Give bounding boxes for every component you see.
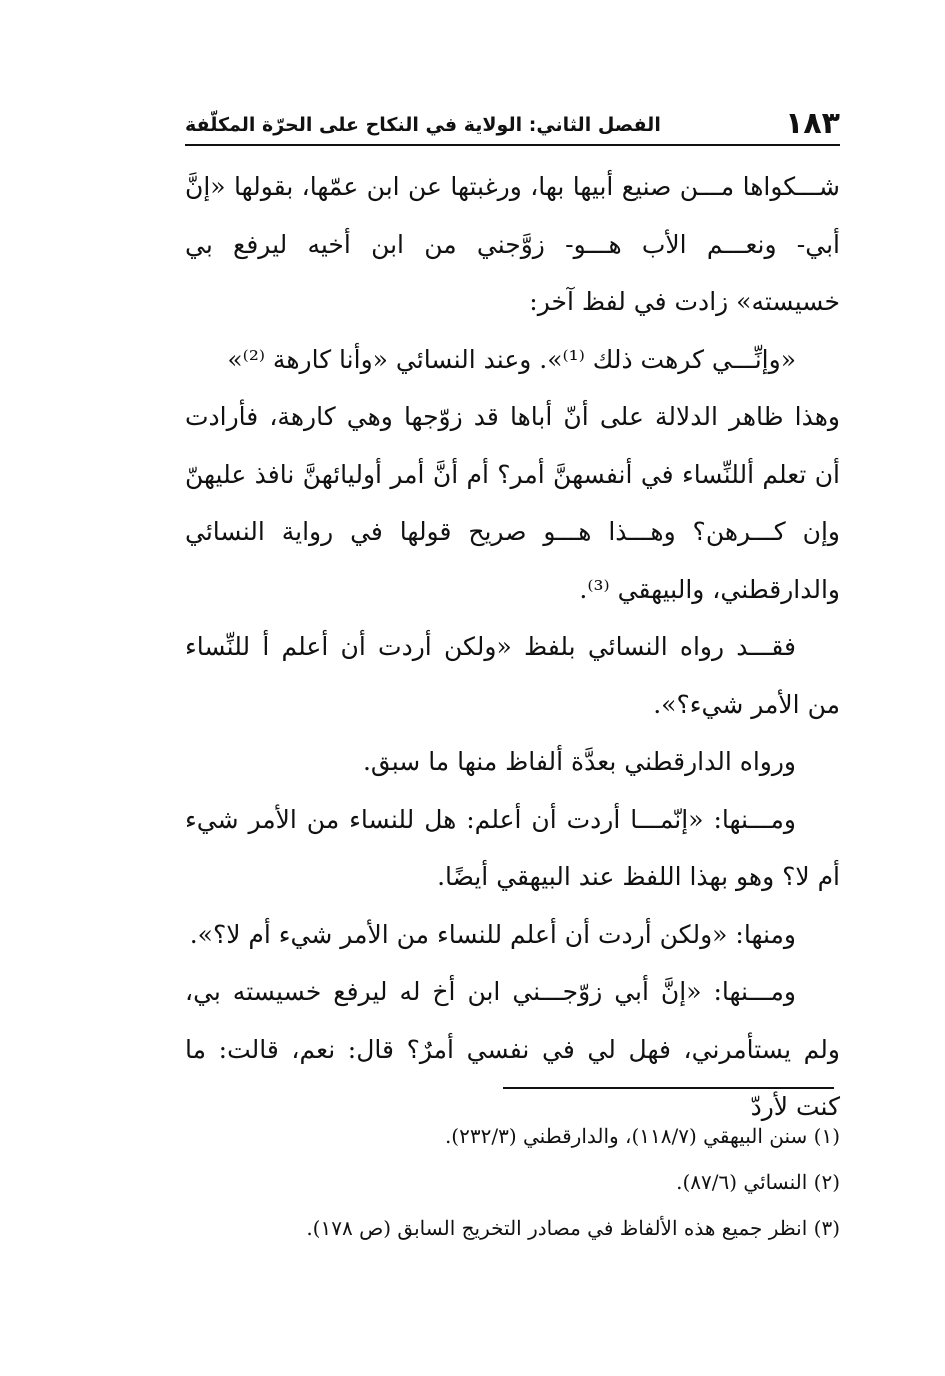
main-text [185,158,840,1136]
page-header [185,104,840,146]
footnote: (٣) انظر جميع هذه الألفاظ في مصادر التخريج السابق (ص ١٧٨). [306,1216,840,1240]
footnotes [185,1113,840,1251]
paragraph: «وإنِّـــي كرهت ذلك ⁽¹⁾». وعند النسائي «وأنا كارهة ⁽²⁾» [227,344,796,374]
paragraph: ومـــنها: «إنّمـــا أردت أن أعلم: هل للنساء من الأمر شيء أم لا؟ وهو بهذا اللفظ عند البيهقي أيضًا. [185,804,840,891]
paragraph: ورواه الدارقطني بعدَّة ألفاظ منها ما سبق. [362,747,796,776]
footnote: (٢) النسائي (٨٧/٦). [676,1170,840,1194]
paragraph: فقـــد رواه النسائي بلفظ «ولكن أردت أن أعلم أ للنِّساء من الأمر شيء؟». [185,632,840,719]
running-title: الفصل الثاني: الولاية في النكاح على الحرّة المكلّفة [185,114,661,136]
page-number: ١٨٣ [785,106,840,141]
paragraph: وهذا ظاهر الدلالة على أنّ أباها قد زوّجها وهي كارهة، فأرادت أن تعلم أللنِّساء في أنفسهنَّ أمر؟ أم أنَّ أمر أوليائهنَّ نافذ عليهنّ وإن كـــرهن؟ وهـــذا هـــو صريح قولها في رواية النسائي والدارقطني، والبيهقي ⁽³⁾. [185,402,840,604]
footnote-separator [503,1087,834,1089]
paragraph: شـــكواها مـــن صنيع أبيها بها، ورغبتها عن ابن عمّها، بقولها «إنَّ أبي- ونعـــم الأب هـــو- زوَّجني من ابن أخيه ليرفع بي خسيسته» زادت في لفظ آخر: [185,172,840,316]
paragraph: ومنها: «ولكن أردت أن أعلم للنساء من الأمر شيء أم لا؟». [189,919,796,949]
footnote: (١) سنن البيهقي (١١٨/٧)، والدارقطني (٢٣٢/٣). [444,1124,840,1148]
paragraph: ومـــنها: «إنَّ أبي زوّجـــني ابن أخ له ليرفع خسيسته بي، ولم يستأمرني، فهل لي في نفسي أمرٌ؟ قال: نعم، قالت: ما كنت لأردّ [185,977,840,1121]
